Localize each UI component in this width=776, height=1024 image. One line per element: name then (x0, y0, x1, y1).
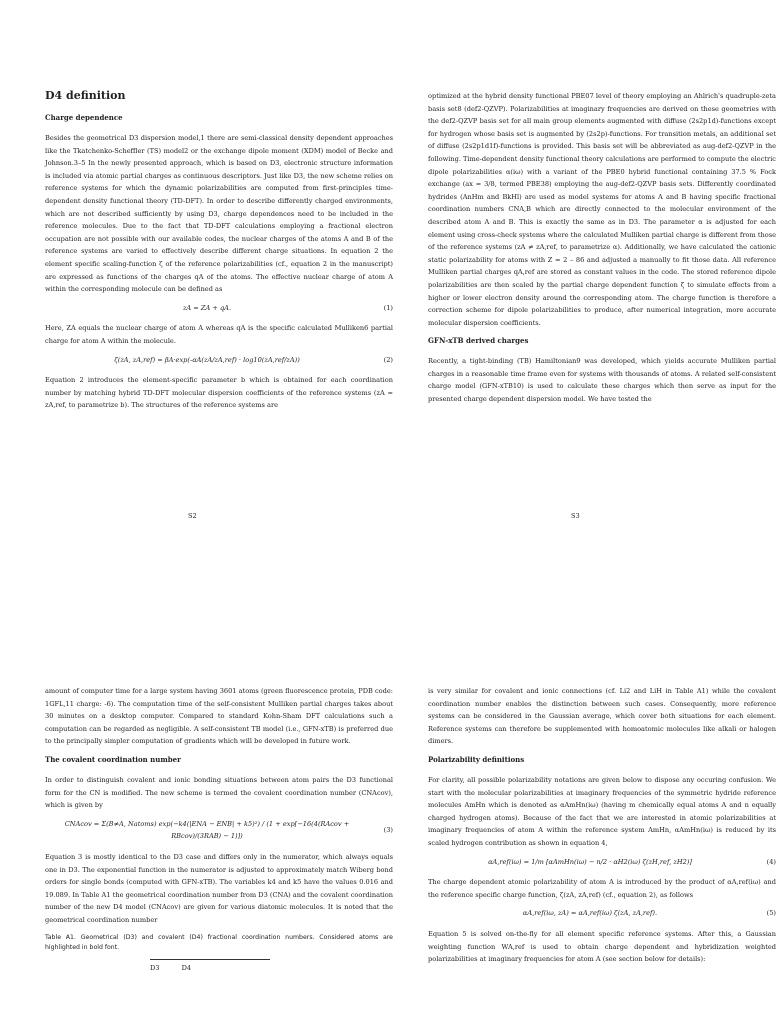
paragraph: is very similar for covalent and ionic connections (cf. Li2 and LiH in Table A1) while the covalent coordination number enables the distinction between such cases. Consequently, more reference systems can be considered in the Gaussian average, which cover both situations for each element. Reference systems can therefore be supplemented with homoatomic molecules like alkali or halogen dimers. (428, 687, 776, 746)
table-column-d3: D3 (150, 963, 160, 972)
paragraph: Recently, a tight-binding (TB) Hamiltonian9 was developed, which yields accurate Mulliken partial charges in a reasonable time frame even for systems with thousands of atoms. A related self-consistent charge model (GFN-xTB10) is used to calculate these charges which then serve as input for the presented charge dependent dispersion model. We have tested the (428, 357, 776, 404)
paragraph: optimized at the hybrid density functional PBE07 level of theory employing an Ahlrich's quadruple-zeta basis set8 (def2-QZVP). Polarizabilities at imaginary frequencies are derived on these geometries with the def2-QZVP basis set for all main group elements augmented with diffuse (2s2p1d)-functions except for hydrogen whose basis set is augmented by (2s2p)-functions. For transition metals, an additional set of diffuse (2s2p1d1f)-functions is provided. This basis set will be abbreviated as aug-def2-QZVP in the following. Time-dependent density functional theory calculations are performed to compute the electric dipole polarizabilities α(iω) with a variant of the PBE0 hybrid functional containing 37.5 % Fock exchange (ax = 3/8, termed PBE38) employing the aug-def2-QZVP basis sets. Differently coordinated hydrides (AnHm and BkHl) are used as model systems for atoms A and B having specific fractional coordination numbers CNA,B which are directly connected to the molecular environment of the described atom A and B. This is exactly the same as in D3. The parameter α is adjusted for each element using cross-check systems where the calculated Mulliken partial charge is different from those of the reference systems (zA ≠ zA,ref, to parametrize α). Additionally, we have calculated the cationic static polarizability for atoms with Z = 2 – 86 and adjusted a manually to fit those data. All reference Mulliken partial charges qA,ref are stored as constant values in the code. The stored reference dipole polarizabilities are then scaled by the partial charge dependent function ζ to simulate effects from a higher or lower electron density around the corresponding atom. The charge function is therefore a correction scheme for dipole polarizabilities to produce, after numerical integration, more accurate molecular dispersion coefficients. (428, 92, 776, 327)
equation-3 (45, 818, 393, 843)
equation-formula: zA = ZA + qA. (182, 303, 232, 312)
equation-number: (4) (766, 857, 776, 866)
paragraph: In order to distinguish covalent and ionic bonding situations between atom pairs the D3 functional form for the CN is modified. The new scheme is termed the covalent coordination number (CNAcov), which is given by (45, 775, 393, 810)
paragraph: Equation 2 introduces the element-specific parameter b which is obtained for each coordination number by matching hybrid TD-DFT molecular dispersion coefficients of the reference systems (zA = zA,ref, to parametrize b). The structures of the reference systems are (45, 376, 393, 410)
table-column-d4: D4 (181, 963, 192, 972)
equation-number: (1) (383, 303, 393, 312)
equation-number: (2) (383, 355, 393, 364)
subsection-title-cov: The covalent coordination number (45, 754, 181, 764)
page-number: S3 (571, 512, 580, 520)
page-s4 (45, 685, 393, 974)
equation-5 (428, 907, 776, 920)
equation-number: (5) (766, 909, 776, 918)
equation-formula: αA,ref(iω, zA) = αA,ref(iω) ζ(zA, zA,ref). (522, 909, 658, 918)
equation-2 (45, 354, 393, 367)
page-s5 (428, 685, 776, 972)
paragraph: Besides the geometrical D3 dispersion model,1 there are semi-classical density dependent approaches like the Tkatchenko-Scheffler (TS) model2 or the exchange dipole moment (XDM) model of Becke and Johnson.3–5 In the newly presented approach, which is based on D3, electronic structure information is included via atomic partial charges as continuous descriptors. Just like D3, the new scheme relies on reference systems for which the dynamic polarizabilities are computed from first-principles time-dependent density functional theory (TD-DFT). In order to describe differently charged environments, which are not described sufficiently by using D3, charge dependences need to be included in the reference molecules. Due to the fact that TD-DFT calculations employing a fractional electron occupation are not possible with our available codes, the nuclear charges of the atoms A and B of the reference systems are varied to effectively describe different charge situations. In equation 2 the element specific scaling-function ζ of the reference polarizabilities (cf., equation 2 in the manuscript) are expressed as functions of the charges qA of the atoms. The effective nuclear charge of atom A within the corresponding molecule can be defined as (45, 134, 393, 294)
equation-formula: αA,ref(iω) = 1/m [αAmHn(iω) − n/2 · αH2(iω) ζ(zH,ref, zH2)] (488, 857, 692, 866)
equation-number: (3) (383, 826, 393, 835)
page-s2 (45, 88, 393, 418)
equation-formula: ζ(zA, zA,ref) = βA·exp(-αA(zA/zA,ref) · log10(zA,ref/zA)) (114, 355, 300, 364)
page-number: S2 (188, 512, 197, 520)
paragraph: Equation 3 is mostly identical to the D3 case and differs only in the numerator, which always equals one in D3. The exponential function in the numerator is adjusted to approximately match Wiberg bond orders for single bonds (computed with GFN-xTB). The variables k4 and k5 have the values 0.016 and 19.089. In Table A1 the geometrical coordination number from D3 (CNA) and the covalent coordination number of the new D4 model (CNAcov) are given for various diatomic molecules. It is noted that the geometrical coordination number (45, 852, 393, 924)
equation-formula: CNAcov = Σ(B≠A, Natoms) exp(−k4(|ENA − ENB| + k5)²) / (1 + exp[−16(4(RAcov + RBcov)/(3RAB) − 1)]) (64, 819, 350, 841)
paragraph: Here, ZA equals the nuclear charge of atom A whereas qA is the specific calculated Mulliken6 partial charge for atom A within the molecule. (45, 324, 393, 345)
paragraph: For clarity, all possible polarizability notations are given below to dispose any occuring confusion. We start with the molecular polarizabilities at imaginary frequencies of the symmetric hydride reference molecules AmHn which is denoted as αAmHn(iω) (having m chemically equal atoms A and n equally charged hydrogen atoms). Because of the fact that we are interested in atomic polarizabilities at imaginary frequencies of atom A within the reference system AmHn, αAmHn(iω) is reduced by its scaled hydrogen contribution as shown in equation 4, (428, 775, 776, 847)
table-caption: Table A1. Geometrical (D3) and covalent (D4) fractional coordination numbers. Considered atoms are highlighted in bold font. (45, 933, 393, 951)
section-title: D4 definition (45, 89, 126, 102)
paragraph: amount of computer time for a large system having 3601 atoms (green fluorescence protein, PDB code: 1GFL,11 charge: -6). The computation time of the self-consistent Mulliken partial charges takes about 30 minutes on a desktop computer. Compared to standard Kohn-Sham DFT calculations such a computation can be regarded as negligible. A self-consistent TB model (i.e., GFN-xTB) is preferred due to the principally simpler computation of gradients which will be developed in future work. (45, 687, 393, 746)
subsection-title-gfn: GFN-xTB derived charges (428, 336, 529, 346)
table-header (150, 959, 270, 975)
subsection-title-charge: Charge dependence (45, 113, 123, 122)
paragraph: Equation 5 is solved on-the-fly for all element specific reference systems. After this, a Gaussian weighting function WA,ref is used to obtain charge dependent and hybridization weighted polarizabilities at imaginary frequencies for atom A (see section below for details): (428, 929, 776, 964)
subsection-title-pol: Polarizability definitions (428, 754, 525, 764)
equation-4 (428, 856, 776, 869)
paragraph: The charge dependent atomic polarizability of atom A is introduced by the product of αA,ref(iω) and the reference specific charge function, ζ(zA, zA,ref) (cf., equation 2), as follows (428, 878, 776, 899)
equation-1 (45, 302, 393, 315)
page-s3 (428, 90, 776, 412)
